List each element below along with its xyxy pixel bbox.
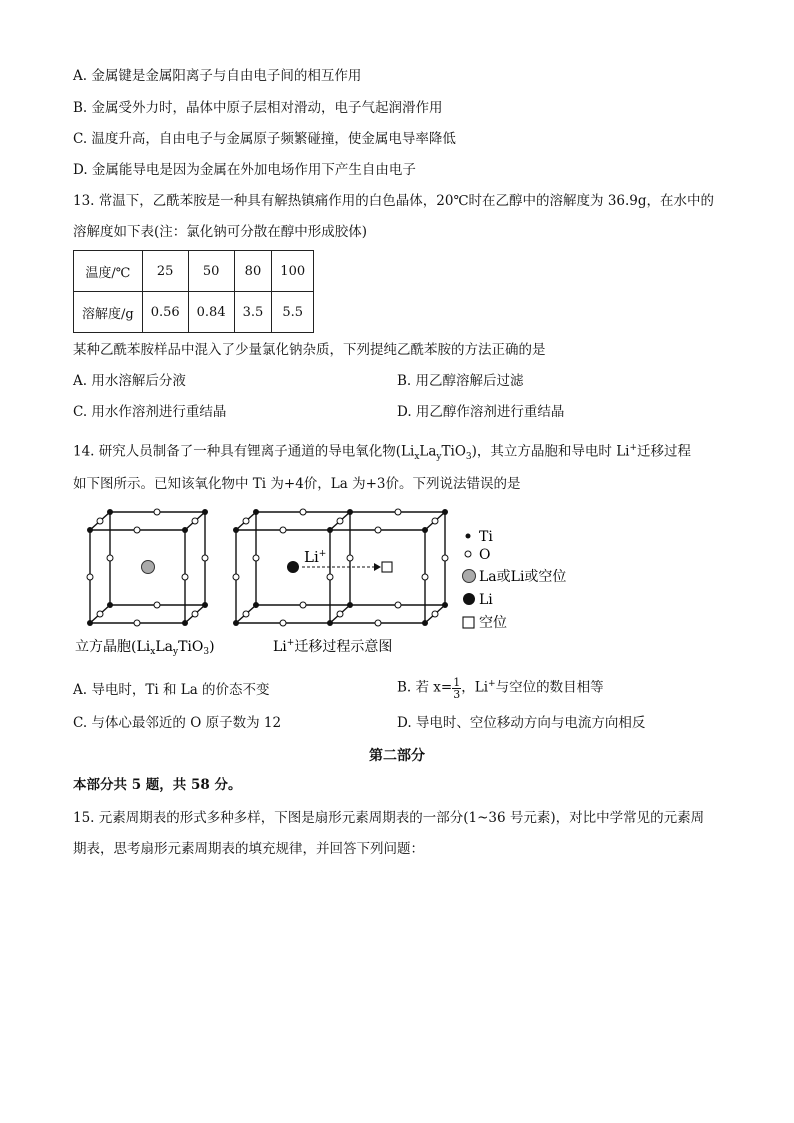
q14-option-b: B. 若 x= $\frac{1}{3}$ ，Li+与空位的数目相等: [397, 675, 604, 701]
q13-option-d: D. 用乙醇作溶剂进行重结晶: [397, 404, 565, 420]
table-cell: 25: [142, 251, 188, 292]
legend-ti-marker: [466, 534, 471, 539]
migration-diagram: [236, 512, 445, 623]
q13-stem-line2: 溶解度如下表(注：氯化钠可分散在醇中形成胶体): [73, 224, 368, 240]
fraction: $\frac{1}{3}$: [453, 675, 461, 701]
table-cell: 50: [188, 251, 234, 292]
table-row: [74, 292, 314, 333]
table-header-temperature: 温度/℃: [74, 251, 143, 292]
body-center-atom: [142, 561, 155, 574]
o-atoms-right: [233, 509, 448, 626]
q13-option-a: A. 用水溶解后分液: [73, 373, 186, 389]
legend-vacancy-marker: [463, 617, 474, 628]
q14-option-c: C. 与体心最邻近的 O 原子数为 12: [73, 715, 282, 731]
q12-option-d: D. 金属能导电是因为金属在外加电场作用下产生自由电子: [73, 162, 416, 178]
legend-la-marker: [463, 570, 476, 583]
li-atom: [287, 561, 299, 573]
q15-stem-line1: 15. 元素周期表的形式多种多样，下图是扇形元素周期表的一部分(1~36 号元素)，对比中学常见的元素周: [73, 810, 705, 826]
q13-stem-line1: 13. 常温下，乙酰苯胺是一种具有解热镇痛作用的白色晶体，20℃时在乙醇中的溶解度为 36.9g，在水中的: [73, 193, 715, 209]
solubility-table: [73, 250, 314, 333]
table-cell: 100: [272, 251, 314, 292]
part2-title: 第二部分: [369, 748, 425, 764]
legend: [463, 529, 567, 631]
q14-stem-line1: 14. 研究人员制备了一种具有锂离子通道的导电氧化物$(Li_xLa_yTiO_3)$，其立方晶胞和导电时 Li+迁移过程: [73, 443, 692, 463]
table-cell: 5.5: [272, 292, 314, 333]
legend-o-marker: [465, 551, 471, 557]
legend-vacancy-label: 空位: [479, 615, 507, 631]
vacancy-square: [382, 562, 392, 572]
q13-option-b: B. 用乙醇溶解后过滤: [397, 373, 524, 389]
table-cell: 0.56: [142, 292, 188, 333]
q14-stem-line2: 如下图所示。已知该氧化物中 Ti 为+4价，La 为+3价。下列说法错误的是: [73, 476, 521, 492]
q14-option-d: D. 导电时、空位移动方向与电流方向相反: [397, 715, 646, 731]
q12-option-b: B. 金属受外力时，晶体中原子层相对滑动，电子气起润滑作用: [73, 100, 443, 116]
table-row: [74, 251, 314, 292]
q15-stem-line2: 期表，思考扇形元素周期表的填充规律，并回答下列问题：: [73, 841, 424, 857]
table-header-solubility: 溶解度/g: [74, 292, 143, 333]
q12-option-a: A. 金属键是金属阳离子与自由电子间的相互作用: [73, 68, 362, 84]
table-cell: 80: [234, 251, 272, 292]
table-cell: 0.84: [188, 292, 234, 333]
legend-la-label: La或Li或空位: [479, 569, 567, 585]
part2-intro: 本部分共 5 题，共 58 分。: [73, 777, 242, 793]
ti-atoms-right: [233, 509, 448, 626]
li-label: Li+: [304, 548, 327, 566]
crystal-figure: [0, 500, 794, 670]
legend-li-marker: [463, 593, 475, 605]
q14-option-a: A. 导电时，Ti 和 La 的价态不变: [73, 682, 270, 698]
table-cell: 3.5: [234, 292, 272, 333]
legend-li-label: Li: [479, 592, 493, 608]
legend-o-label: O: [479, 547, 491, 563]
arrow-head: [374, 563, 381, 571]
caption-migration: Li+迁移过程示意图: [273, 638, 393, 655]
legend-ti-label: Ti: [479, 529, 493, 545]
caption-unit-cell: 立方晶胞$(Li_xLa_yTiO_3)$: [75, 639, 215, 657]
q13-stem-line3: 某种乙酰苯胺样品中混入了少量氯化钠杂质，下列提纯乙酰苯胺的方法正确的是: [73, 342, 546, 358]
q13-option-c: C. 用水作溶剂进行重结晶: [73, 404, 227, 420]
q12-option-c: C. 温度升高，自由电子与金属原子频繁碰撞，使金属电导率降低: [73, 131, 456, 147]
